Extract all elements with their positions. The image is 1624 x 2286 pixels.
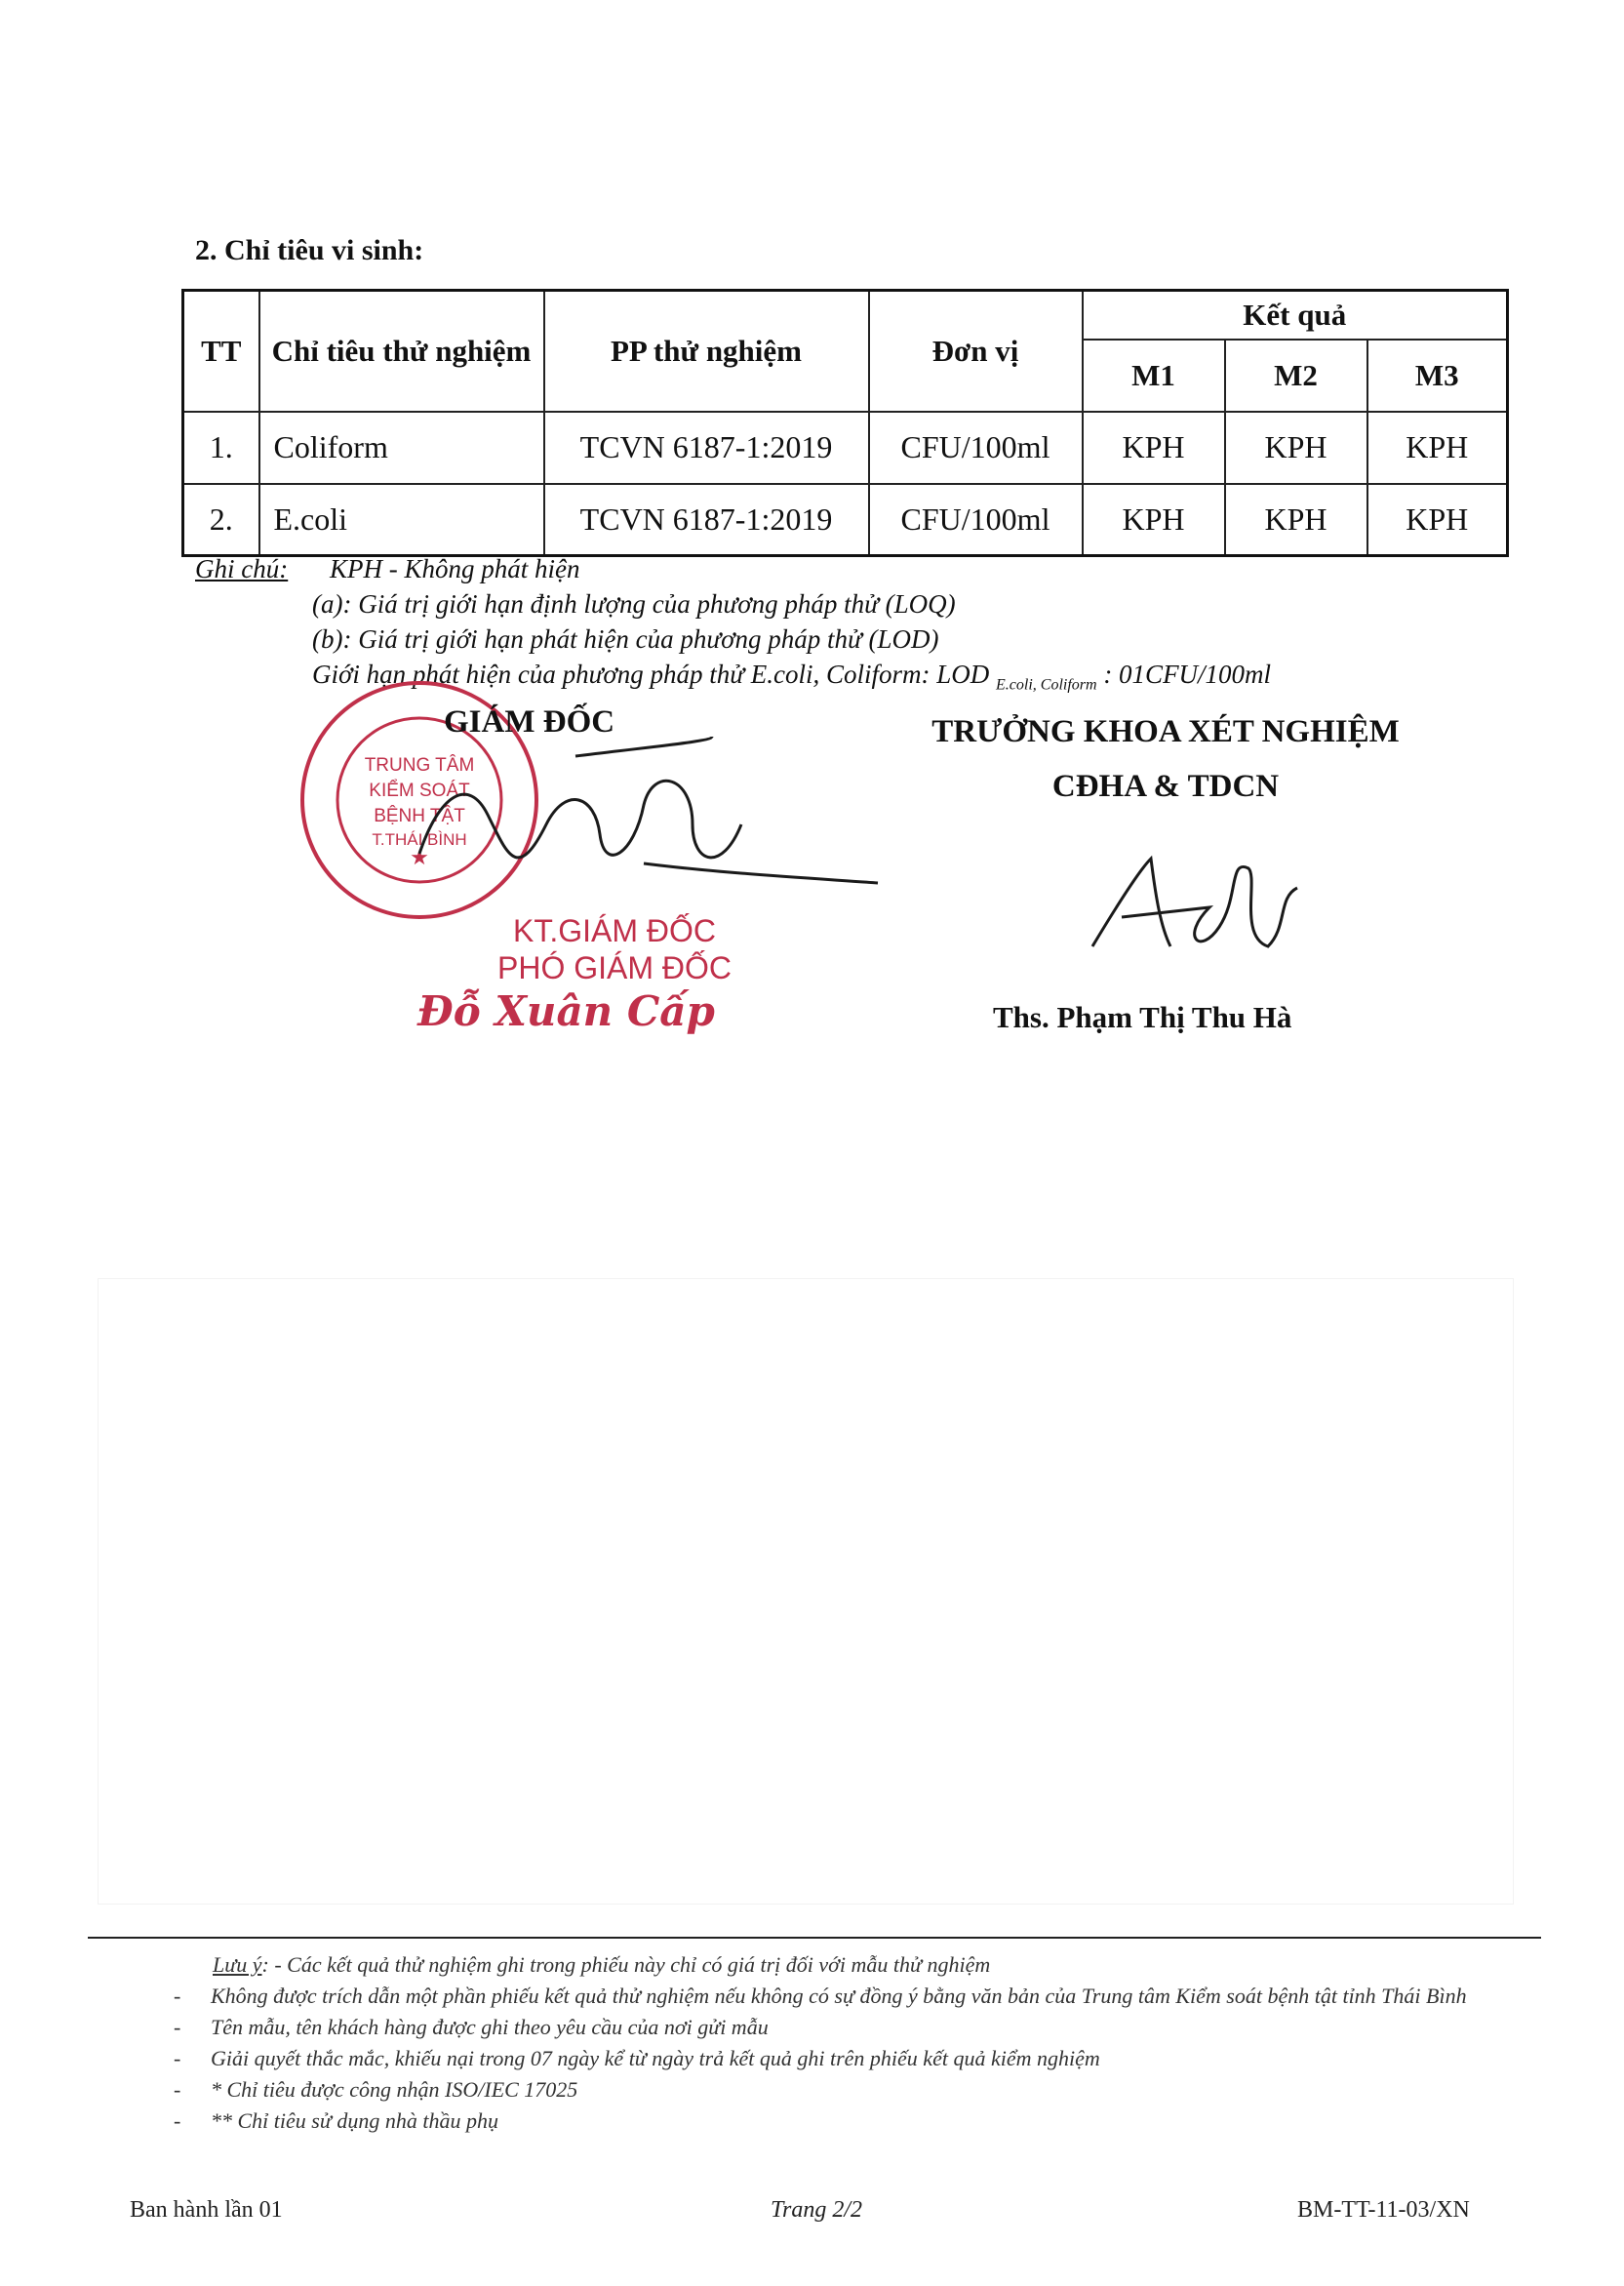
note-loq: (a): Giá trị giới hạn định lượng của phương pháp thử (LOQ): [312, 589, 956, 619]
row-indicator: E.coli: [259, 484, 544, 556]
bleed-through-area: [98, 1278, 1514, 1905]
note-limit-prefix: Giới hạn phát hiện của phương pháp thử E.coli, Coliform: LOD: [312, 660, 990, 689]
page-number: Trang 2/2: [771, 2197, 863, 2223]
director-signature: [400, 737, 888, 902]
footnote-text: Không được trích dẫn một phần phiếu kết quả thử nghiệm nếu không có sự đồng ý bằng văn bản của Trung tâm Kiểm soát bệnh tật tỉnh Thái Bình: [211, 1984, 1467, 2008]
luu-y-text: : - Các kết quả thử nghiệm ghi trong phiếu này chỉ có giá trị đối với mẫu thử nghiệm: [261, 1952, 991, 1977]
row-method: TCVN 6187-1:2019: [544, 484, 869, 556]
kt-director-label: KT.GIÁM ĐỐC: [512, 913, 716, 948]
header-method: PP thử nghiệm: [544, 291, 869, 412]
bullet-dash: -: [174, 2046, 181, 2070]
form-code: BM-TT-11-03/XN: [1297, 2197, 1470, 2223]
director-title: GIÁM ĐỐC: [444, 704, 615, 740]
bullet-dash: -: [174, 1984, 181, 2008]
header-unit: Đơn vị: [869, 291, 1083, 412]
row-m3: KPH: [1367, 412, 1508, 484]
footnote-text: Giải quyết thắc mắc, khiếu nại trong 07 ngày kể từ ngày trả kết quả ghi trên phiếu kết quả kiểm nghiệm: [211, 2046, 1100, 2070]
header-tt: TT: [183, 291, 259, 412]
footnote-item: [174, 2043, 1520, 2074]
vice-director-label: PHÓ GIÁM ĐỐC: [496, 950, 732, 985]
row-m1: KPH: [1083, 412, 1225, 484]
footnote-item: [174, 1981, 1520, 2012]
note-limit-sub: E.coli, Coliform: [996, 676, 1097, 694]
footnote-item: [174, 2106, 1520, 2137]
head-of-lab-name: Ths. Phạm Thị Thu Hà: [993, 1000, 1292, 1034]
vice-director-name: Đỗ Xuân Cấp: [417, 987, 715, 1035]
header-m3: M3: [1367, 340, 1508, 412]
head-of-lab-line-1: TRƯỞNG KHOA XÉT NGHIỆM: [931, 714, 1400, 749]
luu-y-label: Lưu ý: [213, 1952, 262, 1977]
row-m2: KPH: [1225, 484, 1367, 556]
row-m1: KPH: [1083, 484, 1225, 556]
svg-text:★: ★: [410, 845, 429, 869]
footnote-luu-y: [174, 1949, 1520, 1981]
header-m2: M2: [1225, 340, 1367, 412]
vice-director-block: [429, 912, 800, 986]
row-unit: CFU/100ml: [869, 484, 1083, 556]
footnote-text: ** Chỉ tiêu sử dụng nhà thầu phụ: [211, 2108, 498, 2133]
footnote-item: [174, 2012, 1520, 2043]
table-row: [183, 412, 1508, 484]
row-m2: KPH: [1225, 412, 1367, 484]
notes-label: Ghi chú:: [195, 554, 289, 583]
stamp-line-2: KIỂM SOÁT: [369, 781, 470, 801]
row-tt: 2.: [183, 484, 259, 556]
row-indicator: Coliform: [259, 412, 544, 484]
row-tt: 1.: [183, 412, 259, 484]
header-indicator: Chỉ tiêu thử nghiệm: [259, 291, 544, 412]
row-m3: KPH: [1367, 484, 1508, 556]
bullet-dash: -: [174, 2077, 181, 2102]
footnote-text: * Chỉ tiêu được công nhận ISO/IEC 17025: [211, 2077, 578, 2102]
stamp-line-3: BỆNH TẬT: [374, 806, 465, 826]
footer-divider: [88, 1937, 1541, 1939]
stamp-line-4: T.THÁI BÌNH: [372, 830, 467, 849]
row-unit: CFU/100ml: [869, 412, 1083, 484]
header-m1: M1: [1083, 340, 1225, 412]
note-lod: (b): Giá trị giới hạn phát hiện của phương pháp thử (LOD): [312, 624, 939, 654]
note-limit-suffix: : 01CFU/100ml: [1103, 660, 1272, 689]
footnote-item: [174, 2074, 1520, 2106]
bullet-dash: -: [174, 2015, 181, 2039]
stamp-line-1: TRUNG TÂM: [364, 755, 475, 776]
footnotes-block: [174, 1949, 1520, 2137]
head-of-lab-signature: [1083, 839, 1317, 985]
microbiology-results-table: [181, 289, 1509, 557]
header-result: Kết quả: [1083, 291, 1508, 340]
head-of-lab-title: [912, 704, 1419, 814]
table-row: [183, 484, 1508, 556]
section-title: 2. Chỉ tiêu vi sinh:: [195, 234, 424, 266]
head-of-lab-line-2: CĐHA & TDCN: [1051, 769, 1280, 804]
note-kph: KPH - Không phát hiện: [329, 554, 580, 583]
footnote-text: Tên mẫu, tên khách hàng được ghi theo yêu cầu của nơi gửi mẫu: [211, 2015, 769, 2039]
edition-label: Ban hành lần 01: [130, 2197, 283, 2223]
bullet-dash: -: [174, 2108, 181, 2133]
row-method: TCVN 6187-1:2019: [544, 412, 869, 484]
